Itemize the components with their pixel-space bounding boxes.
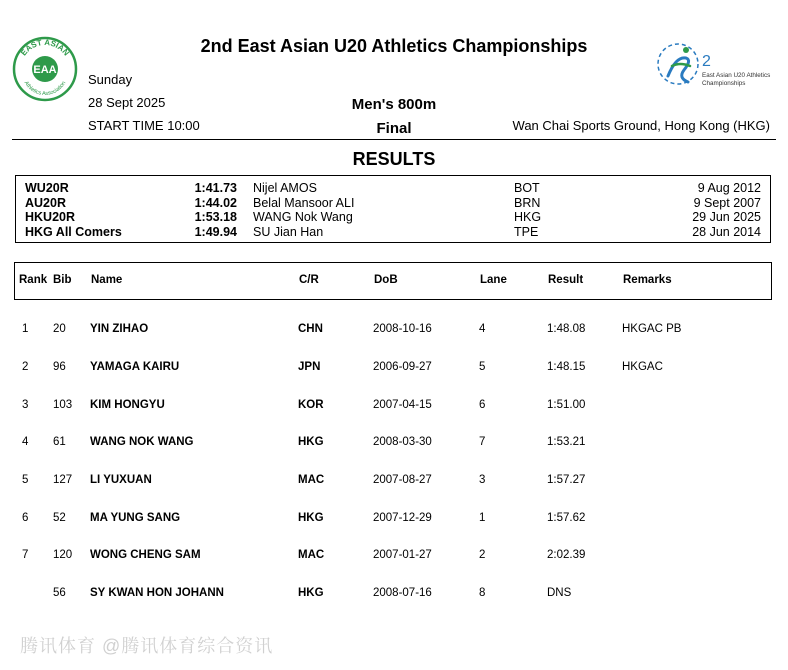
- lane: 1: [479, 512, 486, 524]
- remarks: HKGAC: [622, 361, 663, 373]
- dob: 2006-09-27: [373, 361, 432, 373]
- record-code: WU20R: [25, 181, 69, 195]
- country: HKG: [298, 512, 324, 524]
- result: DNS: [547, 587, 572, 599]
- page-title: 2nd East Asian U20 Athletics Championships: [200, 36, 588, 56]
- table-row: [0, 510, 788, 526]
- event-round: Final: [376, 120, 412, 137]
- lane: 4: [479, 323, 486, 335]
- bib: 52: [53, 512, 66, 524]
- column-header-lane: Lane: [480, 274, 507, 286]
- start-time: START TIME 10:00: [88, 118, 200, 133]
- lane: 3: [479, 474, 486, 486]
- country: KOR: [298, 399, 324, 411]
- athlete-name: WANG NOK WANG: [90, 436, 194, 448]
- dob: 2007-08-27: [373, 474, 432, 486]
- lane: 8: [479, 587, 486, 599]
- record-country: BOT: [514, 181, 540, 195]
- rank: 4: [22, 436, 29, 448]
- dob: 2008-10-16: [373, 323, 432, 335]
- logo-numeral: 2: [702, 53, 711, 70]
- bib: 120: [53, 549, 73, 561]
- table-row: [0, 547, 788, 563]
- bib: 56: [53, 587, 66, 599]
- column-header-rank: Rank: [19, 274, 48, 286]
- table-row: [0, 359, 788, 375]
- record-holder: Belal Mansoor ALI: [253, 196, 355, 210]
- event-date: 28 Sept 2025: [88, 95, 166, 110]
- column-header-country: C/R: [299, 274, 319, 286]
- country: MAC: [298, 549, 325, 561]
- athlete-name: LI YUXUAN: [90, 474, 152, 486]
- result: 1:51.00: [547, 399, 586, 411]
- rank: 5: [22, 474, 29, 486]
- table-row: [0, 397, 788, 413]
- country: MAC: [298, 474, 325, 486]
- column-header-dob: DoB: [374, 274, 398, 286]
- logo-line-2: Championships: [702, 80, 746, 87]
- result: 1:53.21: [547, 436, 586, 448]
- record-row: [16, 196, 770, 211]
- table-row: [0, 585, 788, 601]
- athlete-name: YIN ZIHAO: [90, 323, 149, 335]
- bib: 61: [53, 436, 66, 448]
- table-row: [0, 321, 788, 337]
- record-time: 1:49.94: [194, 225, 237, 239]
- dob: 2008-07-16: [373, 587, 432, 599]
- record-country: TPE: [514, 225, 539, 239]
- record-date: 28 Jun 2014: [692, 225, 761, 239]
- column-header-remarks: Remarks: [623, 274, 672, 286]
- record-code: HKU20R: [25, 210, 76, 224]
- athlete-name: WONG CHENG SAM: [90, 549, 201, 561]
- athlete-name: KIM HONGYU: [90, 399, 165, 411]
- result: 2:02.39: [547, 549, 586, 561]
- record-time: 1:44.02: [194, 196, 237, 210]
- remarks: HKGAC PB: [622, 323, 682, 335]
- bib: 96: [53, 361, 66, 373]
- bib: 127: [53, 474, 73, 486]
- result: 1:48.08: [547, 323, 586, 335]
- logo-center-text: EAA: [33, 64, 57, 76]
- logo-line-1: East Asian U20 Athletics: [702, 72, 771, 79]
- bib: 20: [53, 323, 66, 335]
- event-day: Sunday: [88, 72, 133, 87]
- record-date: 29 Jun 2025: [692, 210, 761, 224]
- logo-bottom-text: Athletics Association: [22, 80, 68, 98]
- result: 1:48.15: [547, 361, 586, 373]
- event-name: Men's 800m: [351, 96, 437, 113]
- venue: Wan Chai Sports Ground, Hong Kong (HKG): [512, 118, 770, 133]
- rank: 1: [22, 323, 29, 335]
- country: HKG: [298, 587, 324, 599]
- record-time: 1:53.18: [194, 210, 237, 224]
- lane: 6: [479, 399, 486, 411]
- athlete-name: MA YUNG SANG: [90, 512, 181, 524]
- record-time: 1:41.73: [194, 181, 237, 195]
- dob: 2007-01-27: [373, 549, 432, 561]
- record-holder: WANG Nok Wang: [253, 210, 353, 224]
- record-date: 9 Aug 2012: [697, 181, 761, 195]
- rank: 6: [22, 512, 29, 524]
- header-divider: [12, 139, 776, 140]
- dob: 2008-03-30: [373, 436, 432, 448]
- country: HKG: [298, 436, 324, 448]
- bib: 103: [53, 399, 73, 411]
- record-country: BRN: [514, 196, 541, 210]
- record-holder: SU Jian Han: [253, 225, 324, 239]
- dob: 2007-12-29: [373, 512, 432, 524]
- country: CHN: [298, 323, 323, 335]
- rank: 2: [22, 361, 29, 373]
- column-header-name: Name: [91, 274, 123, 286]
- results-table-header: [14, 262, 772, 300]
- athlete-name: SY KWAN HON JOHANN: [90, 587, 224, 599]
- lane: 5: [479, 361, 486, 373]
- column-header-result: Result: [548, 274, 584, 286]
- watermark: 腾讯体育 @腾讯体育综合资讯: [20, 636, 274, 656]
- record-country: HKG: [514, 210, 542, 224]
- record-row: [16, 210, 770, 225]
- records-box: [15, 175, 771, 243]
- record-row: [16, 225, 770, 240]
- column-header-bib: Bib: [53, 274, 72, 286]
- table-row: [0, 434, 788, 450]
- dob: 2007-04-15: [373, 399, 432, 411]
- athlete-name: YAMAGA KAIRU: [90, 361, 180, 373]
- lane: 2: [479, 549, 486, 561]
- result: 1:57.62: [547, 512, 586, 524]
- logo-top-text: EAST ASIAN: [19, 37, 71, 58]
- table-row: [0, 472, 788, 488]
- results-heading: RESULTS: [352, 149, 436, 169]
- record-holder: Nijel AMOS: [253, 181, 317, 195]
- record-code: AU20R: [25, 196, 66, 210]
- record-code: HKG All Comers: [25, 225, 122, 239]
- rank: 3: [22, 399, 29, 411]
- result: 1:57.27: [547, 474, 586, 486]
- lane: 7: [479, 436, 486, 448]
- record-row: [16, 181, 770, 196]
- country: JPN: [298, 361, 321, 373]
- rank: 7: [22, 549, 29, 561]
- record-date: 9 Sept 2007: [693, 196, 761, 210]
